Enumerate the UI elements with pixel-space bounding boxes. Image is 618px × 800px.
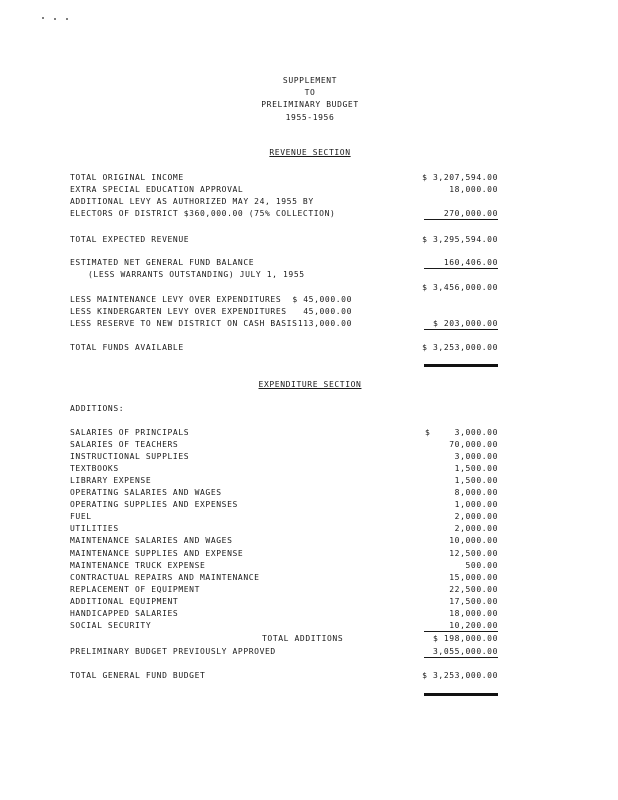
expenditure-item-label: MAINTENANCE SALARIES AND WAGES — [70, 536, 233, 545]
revenue-row-amount: 18,000.00 — [449, 185, 498, 194]
revenue-row-sub-amount: 113,000.00 — [297, 319, 352, 328]
dollar-sign: $ — [425, 428, 431, 437]
grand-total-amount: $ 3,253,000.00 — [422, 671, 498, 680]
subtotal-rule — [424, 268, 498, 269]
expenditure-item-amount: 1,500.00 — [454, 476, 498, 485]
revenue-row-amount: $ 3,295,594.00 — [422, 235, 498, 244]
expenditure-item-label: CONTRACTUAL REPAIRS AND MAINTENANCE — [70, 573, 260, 582]
total-double-rule — [424, 693, 498, 696]
expenditure-item-label: OPERATING SUPPLIES AND EXPENSES — [70, 500, 238, 509]
expenditure-item-amount: 12,500.00 — [449, 549, 498, 558]
revenue-row-amount: $ 203,000.00 — [433, 319, 498, 328]
total-additions-label: TOTAL ADDITIONS — [262, 634, 344, 643]
revenue-row-amount: $ 3,207,594.00 — [422, 173, 498, 182]
expenditure-item-label: OPERATING SALARIES AND WAGES — [70, 488, 222, 497]
doc-title-line1: SUPPLEMENT — [282, 76, 338, 85]
subtotal-rule — [424, 329, 498, 330]
doc-title-line3: PRELIMINARY BUDGET — [261, 100, 359, 109]
expenditure-item-amount: 70,000.00 — [449, 440, 498, 449]
revenue-row-label: LESS RESERVE TO NEW DISTRICT ON CASH BASIS — [70, 319, 298, 328]
expenditure-item-amount: 10,200.00 — [449, 621, 498, 630]
expenditure-item-label: MAINTENANCE TRUCK EXPENSE — [70, 561, 206, 570]
scan-speck — [42, 17, 44, 19]
revenue-row-amount: 160,406.00 — [443, 258, 498, 267]
revenue-row-sub-amount: $ 45,000.00 — [292, 295, 352, 304]
expenditure-item-amount: 17,500.00 — [449, 597, 498, 606]
expenditure-item-label: TEXTBOOKS — [70, 464, 119, 473]
expenditure-item-label: FUEL — [70, 512, 92, 521]
revenue-row-label: TOTAL ORIGINAL INCOME — [70, 173, 184, 182]
revenue-row-label: ELECTORS OF DISTRICT $360,000.00 (75% COLLECTION) — [70, 209, 336, 218]
revenue-row-amount: $ 3,456,000.00 — [422, 283, 498, 292]
scan-speck — [66, 18, 68, 20]
revenue-row-label: EXTRA SPECIAL EDUCATION APPROVAL — [70, 185, 244, 194]
preliminary-budget-label: PRELIMINARY BUDGET PREVIOUSLY APPROVED — [70, 647, 276, 656]
expenditure-item-amount: 8,000.00 — [454, 488, 498, 497]
expenditure-item-amount: 2,000.00 — [454, 512, 498, 521]
expenditure-item-label: SALARIES OF PRINCIPALS — [70, 428, 190, 437]
expenditure-item-amount: 18,000.00 — [449, 609, 498, 618]
expenditure-item-amount: 3,000.00 — [454, 452, 498, 461]
expenditure-item-label: MAINTENANCE SUPPLIES AND EXPENSE — [70, 549, 244, 558]
revenue-row-label: ADDITIONAL LEVY AS AUTHORIZED MAY 24, 1955 BY — [70, 197, 314, 206]
expenditure-item-amount: 1,000.00 — [454, 500, 498, 509]
expenditure-item-amount: 22,500.00 — [449, 585, 498, 594]
expenditure-section-heading: EXPENDITURE SECTION — [258, 380, 362, 389]
total-additions-amount: $ 198,000.00 — [433, 634, 498, 643]
expenditure-item-label: ADDITIONAL EQUIPMENT — [70, 597, 179, 606]
revenue-row-amount: 270,000.00 — [443, 209, 498, 218]
preliminary-budget-amount: 3,055,000.00 — [433, 647, 498, 656]
expenditure-item-label: HANDICAPPED SALARIES — [70, 609, 179, 618]
doc-title-line4: 1955-1956 — [285, 113, 335, 122]
scan-speck — [54, 18, 56, 20]
revenue-row-amount: $ 3,253,000.00 — [422, 343, 498, 352]
subtotal-rule — [424, 219, 498, 220]
grand-total-label: TOTAL GENERAL FUND BUDGET — [70, 671, 206, 680]
expenditure-item-amount: 500.00 — [465, 561, 498, 570]
expenditure-item-label: INSTRUCTIONAL SUPPLIES — [70, 452, 190, 461]
expenditure-item-label: REPLACEMENT OF EQUIPMENT — [70, 585, 200, 594]
expenditure-item-amount: 1,500.00 — [454, 464, 498, 473]
additions-label: ADDITIONS: — [70, 404, 125, 413]
revenue-row-label: LESS KINDERGARTEN LEVY OVER EXPENDITURES — [70, 307, 287, 316]
subtotal-rule — [424, 631, 498, 632]
expenditure-item-label: SOCIAL SECURITY — [70, 621, 152, 630]
expenditure-item-label: LIBRARY EXPENSE — [70, 476, 152, 485]
revenue-row-label: LESS MAINTENANCE LEVY OVER EXPENDITURES — [70, 295, 282, 304]
revenue-row-label: TOTAL EXPECTED REVENUE — [70, 235, 190, 244]
revenue-row-label: ESTIMATED NET GENERAL FUND BALANCE — [70, 258, 255, 267]
expenditure-item-amount: 15,000.00 — [449, 573, 498, 582]
revenue-row-label: (LESS WARRANTS OUTSTANDING) JULY 1, 1955 — [88, 270, 305, 279]
revenue-section-heading: REVENUE SECTION — [269, 148, 351, 157]
revenue-row-sub-amount: 45,000.00 — [303, 307, 352, 316]
doc-title-line2: TO — [304, 88, 316, 97]
total-double-rule — [424, 364, 498, 367]
subtotal-rule — [424, 657, 498, 658]
expenditure-item-amount: 2,000.00 — [454, 524, 498, 533]
revenue-row-label: TOTAL FUNDS AVAILABLE — [70, 343, 184, 352]
expenditure-item-amount: 10,000.00 — [449, 536, 498, 545]
expenditure-item-amount: 3,000.00 — [454, 428, 498, 437]
expenditure-item-label: SALARIES OF TEACHERS — [70, 440, 179, 449]
expenditure-item-label: UTILITIES — [70, 524, 119, 533]
